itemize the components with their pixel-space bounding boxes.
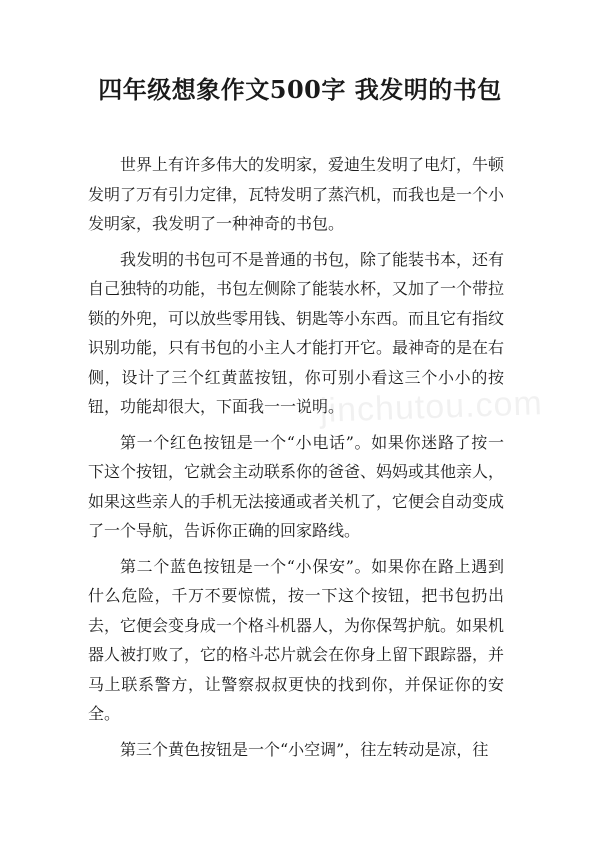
essay-body: [88, 150, 504, 770]
watermark: jinchutou.com: [319, 384, 544, 430]
paragraph-1: 世界上有许多伟大的发明家，爱迪生发明了电灯，牛顿发明了万有引力定律，瓦特发明了蒸汽机，而我也是一个小发明家，我发明了一种神奇的书包。: [88, 155, 505, 233]
page-title: 四年级想象作文500字 我发明的书包: [98, 75, 502, 104]
paragraph-2: 我发明的书包可不是普通的书包，除了能装书本，还有自己独特的功能，书包左侧除了能装水杯，又加了一个带拉锁的外兜，可以放些零用钱、钥匙等小东西。而且它有指纹识别功能，只有书包的小主人才能打开它。最神奇的是在右侧，设计了三个红黄蓝按钮，你可别小看这三个小小的按钮，功能却很大，下面我一一说明。: [88, 249, 505, 416]
paragraph-3: 第一个红色按钮是一个“小电话”。如果你迷路了按一下这个按钮，它就会主动联系你的爸爸、妈妈或其他亲人，如果这些亲人的手机无法接通或者关机了，它便会自动变成了一个导航，告诉你正确的回家路线。: [88, 432, 505, 540]
paragraph-4: 第二个蓝色按钮是一个“小保安”。如果你在路上遇到什么危险，千万不要惊慌，按一下这个按钮，把书包扔出去，它便会变身成一个格斗机器人，为你保驾护航。如果机器人被打败了，它的格斗芯片就会在你身上留下跟踪器，并马上联系警方，让警察叔叔更快的找到你，并保证你的安全。: [88, 556, 505, 723]
paragraph-5: 第三个黄色按钮是一个“小空调”，往左转动是凉，往: [120, 739, 489, 759]
